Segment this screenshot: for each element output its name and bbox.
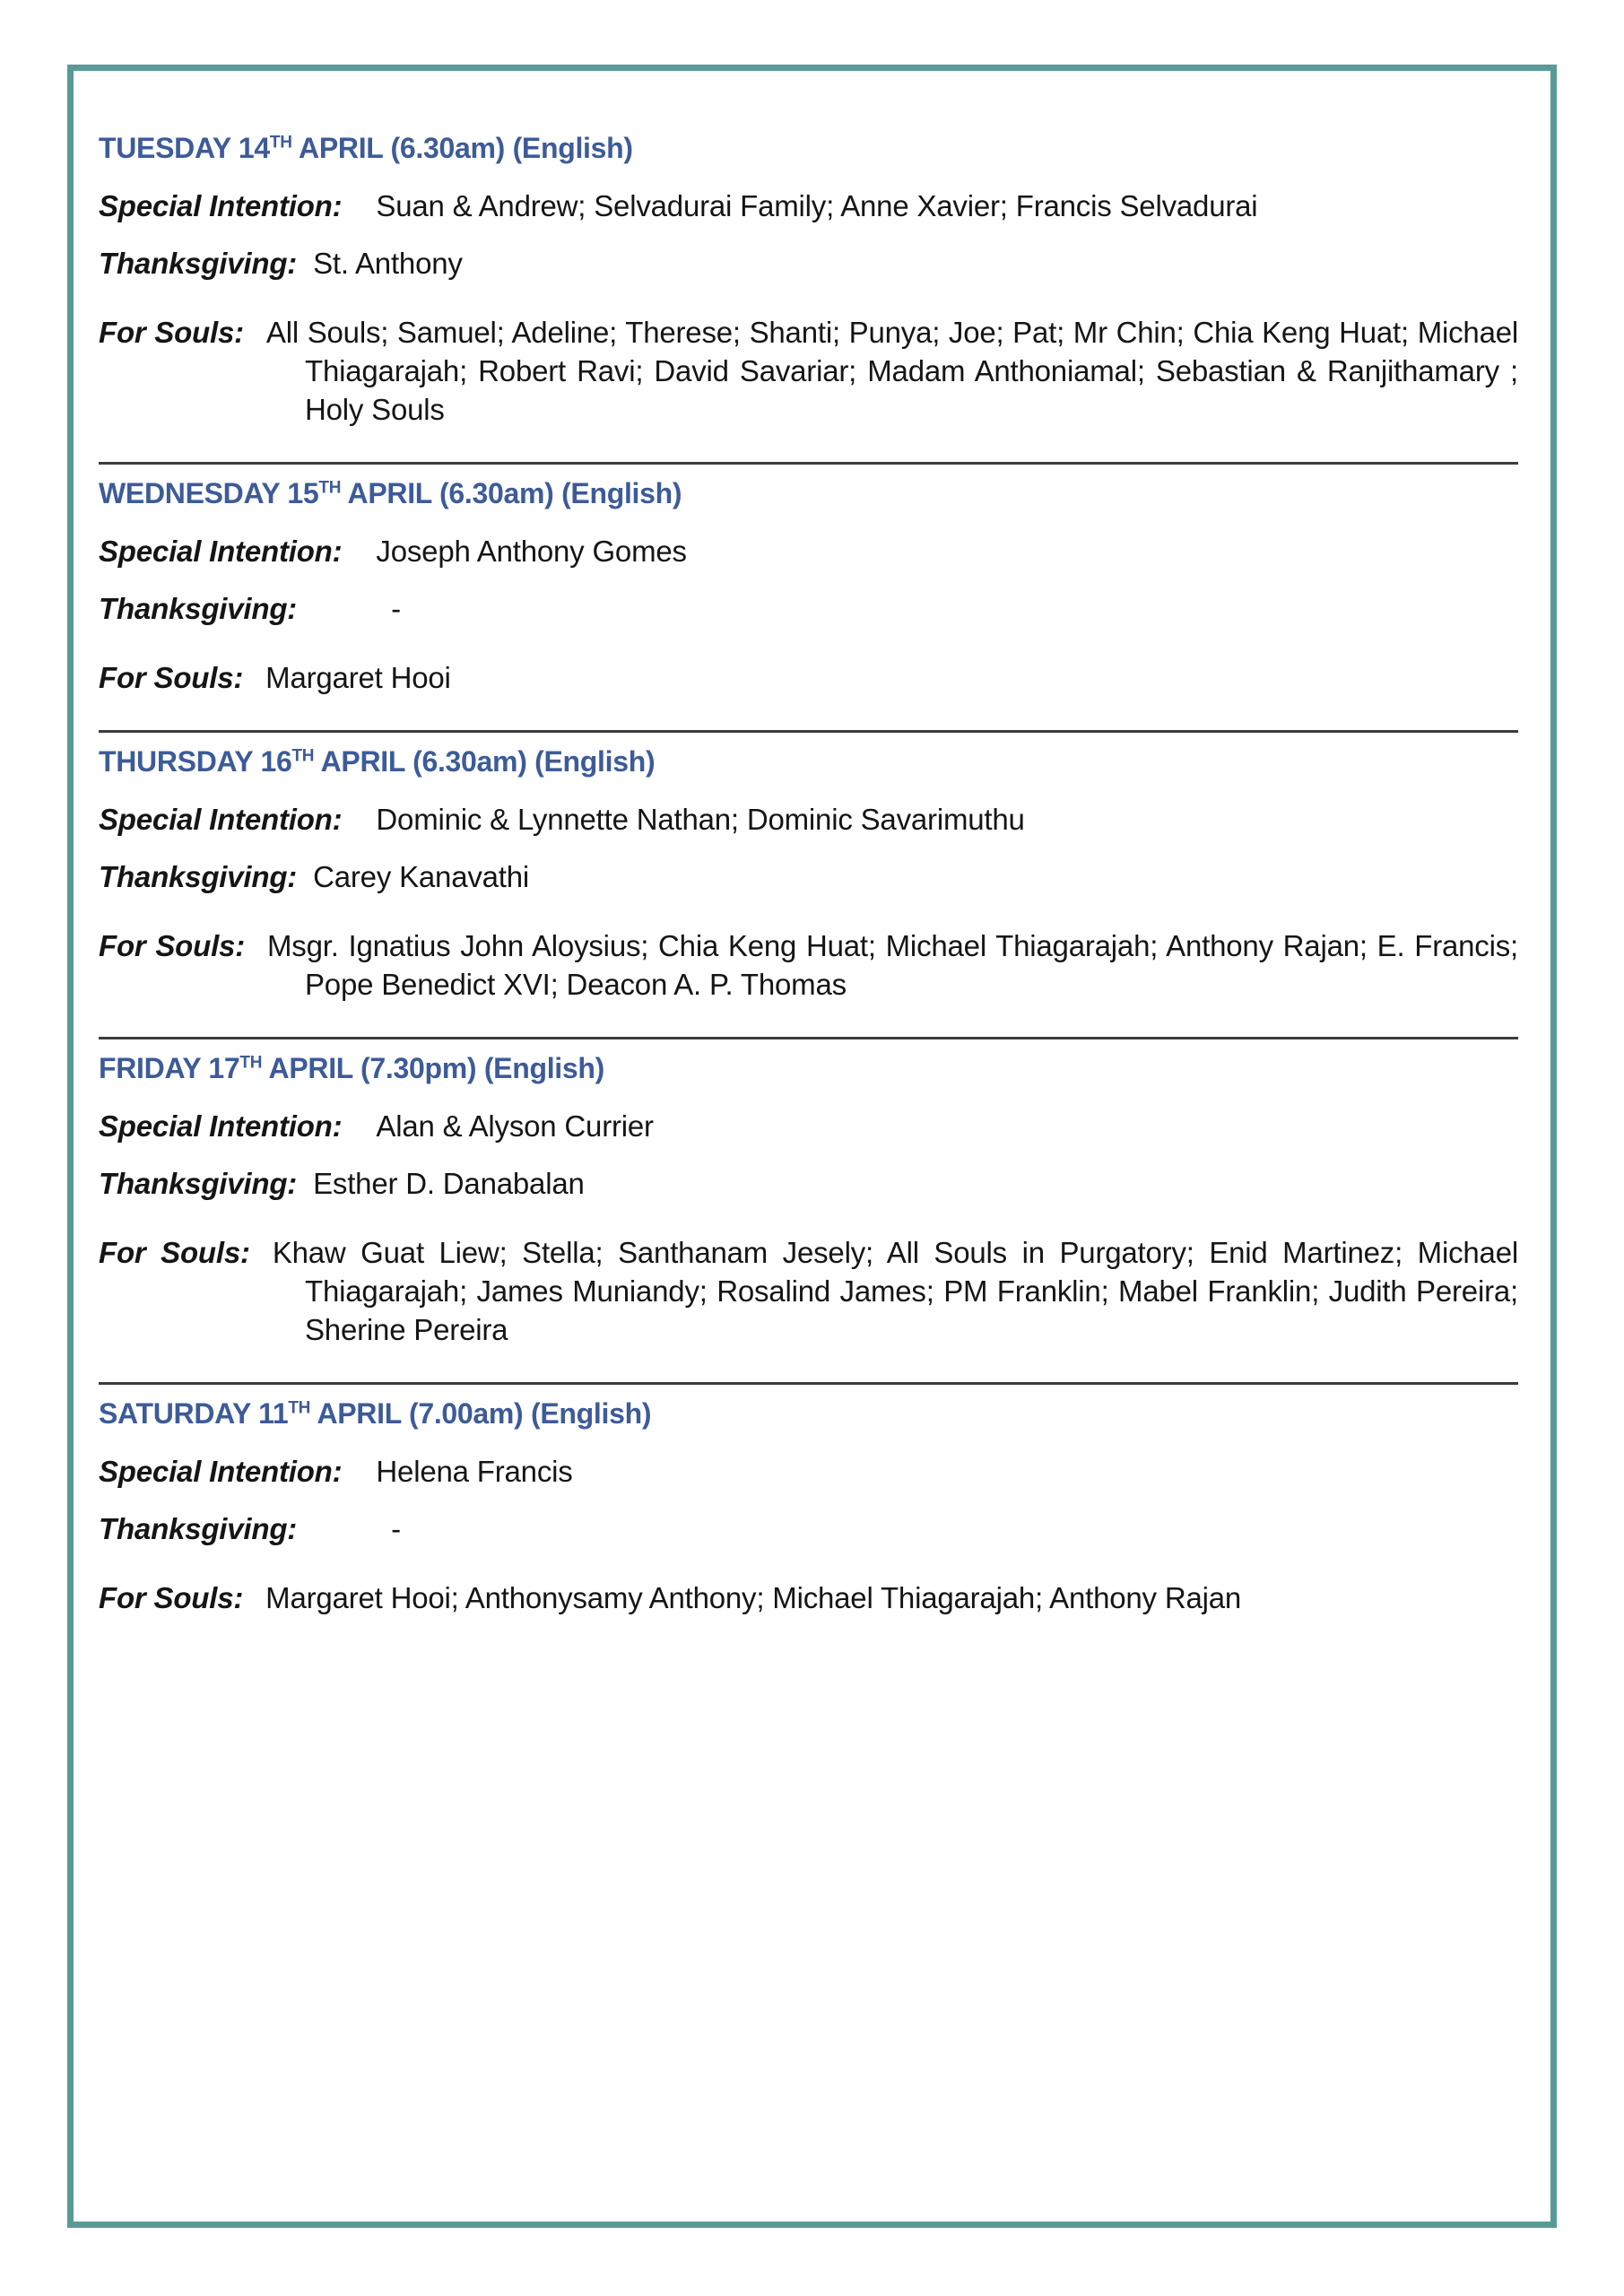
thanksgiving-label: Thanksgiving: [99,860,298,893]
thanksgiving-label: Thanksgiving: [99,1167,298,1200]
thanksgiving-label: Thanksgiving: [99,247,298,280]
day-heading-rest: APRIL (6.30am) (English) [314,745,656,778]
section-thursday [99,730,1518,1004]
day-heading [99,1395,1518,1433]
day-heading-text: SATURDAY 11 [99,1397,289,1430]
section-divider [99,1037,1518,1039]
ordinal-superscript: TH [239,1053,263,1073]
thanksgiving-line [99,589,1518,628]
for-souls-line [99,1233,1518,1349]
day-heading-rest: APRIL (7.00am) (English) [310,1397,652,1430]
special-intention-line [99,1452,1518,1491]
thanksgiving-line [99,244,1518,283]
special-intention-label: Special Intention: [99,535,343,568]
document-frame [67,65,1557,2228]
for-souls-label: For Souls: [99,1581,244,1614]
for-souls-label: For Souls: [99,929,245,962]
special-intention-label: Special Intention: [99,803,343,836]
thanksgiving-value: St. Anthony [313,247,463,280]
thanksgiving-value: - [391,592,401,625]
section-friday [99,1037,1518,1349]
thanksgiving-line [99,1509,1518,1548]
ordinal-superscript: TH [291,746,315,766]
thanksgiving-label: Thanksgiving: [99,592,298,625]
special-intention-line [99,532,1518,570]
for-souls-label: For Souls: [99,316,244,349]
for-souls-line [99,926,1518,1004]
section-wednesday [99,462,1518,697]
section-saturday [99,1382,1518,1617]
day-heading-text: THURSDAY 16 [99,745,292,778]
special-intention-label: Special Intention: [99,1109,343,1143]
day-heading [99,474,1518,513]
special-intention-value: Alan & Alyson Currier [376,1109,654,1143]
for-souls-line [99,658,1518,697]
section-tuesday [99,129,1518,429]
for-souls-label: For Souls: [99,661,244,694]
special-intention-value: Joseph Anthony Gomes [376,535,687,568]
thanksgiving-label: Thanksgiving: [99,1512,298,1545]
day-heading-rest: APRIL (6.30am) (English) [341,477,682,509]
thanksgiving-line [99,1164,1518,1203]
day-heading [99,1049,1518,1088]
for-souls-line [99,1578,1518,1617]
special-intention-line [99,187,1518,225]
special-intention-value: Suan & Andrew; Selvadurai Family; Anne Xavier; Francis Selvadurai [376,189,1258,222]
special-intention-value: Dominic & Lynnette Nathan; Dominic Savarimuthu [376,803,1025,836]
for-souls-line [99,313,1518,429]
for-souls-label: For Souls: [99,1236,250,1269]
thanksgiving-value: Carey Kanavathi [313,860,530,893]
thanksgiving-value: - [391,1512,401,1545]
special-intention-line [99,800,1518,839]
ordinal-superscript: TH [269,133,292,152]
section-divider [99,462,1518,465]
ordinal-superscript: TH [288,1398,311,1418]
thanksgiving-value: Esther D. Danabalan [313,1167,585,1200]
for-souls-value: All Souls; Samuel; Adeline; Therese; Shanti; Punya; Joe; Pat; Mr Chin; Chia Keng Huat; Michael Thiagarajah; Robert Ravi; David Savariar; Madam Anthoniamal; Sebastian & Ranjithamary ; Holy Souls [265,316,1519,426]
day-heading-rest: APRIL (7.30pm) (English) [262,1052,605,1084]
special-intention-label: Special Intention: [99,1455,343,1488]
for-souls-value: Msgr. Ignatius John Aloysius; Chia Keng Huat; Michael Thiagarajah; Anthony Rajan; E. Francis; Pope Benedict XVI; Deacon A. P. Thomas [267,929,1518,1001]
special-intention-label: Special Intention: [99,189,343,222]
day-heading-text: WEDNESDAY 15 [99,477,319,509]
day-heading [99,743,1518,781]
for-souls-value: Margaret Hooi; Anthonysamy Anthony; Michael Thiagarajah; Anthony Rajan [265,1581,1242,1614]
for-souls-value: Margaret Hooi [265,661,451,694]
for-souls-value: Khaw Guat Liew; Stella; Santhanam Jesely; All Souls in Purgatory; Enid Martinez; Michael Thiagarajah; James Muniandy; Rosalind James; PM Franklin; Mabel Franklin; Judith Pereira; Sherine Pereira [272,1236,1518,1346]
day-heading [99,129,1518,168]
ordinal-superscript: TH [318,478,342,498]
special-intention-line [99,1107,1518,1145]
section-divider [99,730,1518,733]
special-intention-value: Helena Francis [376,1455,573,1488]
day-heading-text: FRIDAY 17 [99,1052,240,1084]
day-heading-text: TUESDAY 14 [99,132,270,164]
thanksgiving-line [99,857,1518,896]
day-heading-rest: APRIL (6.30am) (English) [291,132,633,164]
section-divider [99,1382,1518,1385]
